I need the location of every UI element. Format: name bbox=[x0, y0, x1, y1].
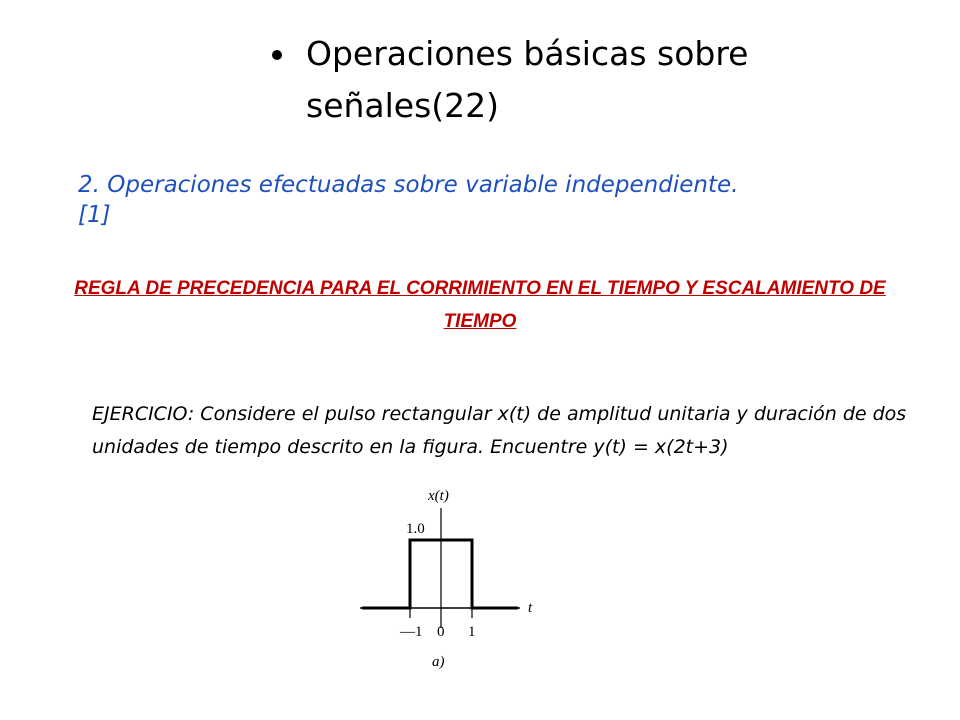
rule-heading: REGLA DE PRECEDENCIA PARA EL CORRIMIENTO EN EL TIEMPO Y ESCALAMIENTO DE TIEMPO bbox=[74, 278, 886, 332]
x-axis-label: t bbox=[528, 600, 533, 616]
pulse-figure bbox=[350, 480, 570, 680]
section-subtitle: 2. Operaciones efectuadas sobre variable independiente. [1] bbox=[78, 172, 739, 228]
amplitude-label: 1.0 bbox=[406, 521, 425, 537]
tick-label-0: 0 bbox=[437, 624, 445, 640]
pulse-plot bbox=[350, 480, 570, 680]
title-bullet-row bbox=[272, 28, 892, 132]
pulse-line bbox=[362, 540, 518, 608]
figure-caption: a) bbox=[432, 654, 445, 670]
slide-title: Operaciones básicas sobre señales(22) bbox=[306, 34, 749, 125]
tick-label-1: 1 bbox=[468, 624, 476, 640]
tick-label-neg1: —1 bbox=[400, 624, 423, 640]
y-axis-label: x(t) bbox=[428, 488, 449, 504]
bullet-icon bbox=[272, 50, 282, 60]
exercise-text: EJERCICIO: Considere el pulso rectangular x(t) de amplitud unitaria y duración de dos unidades de tiempo descrito en la figura. Encuentre y(t) = x(2t+3) bbox=[92, 403, 907, 458]
